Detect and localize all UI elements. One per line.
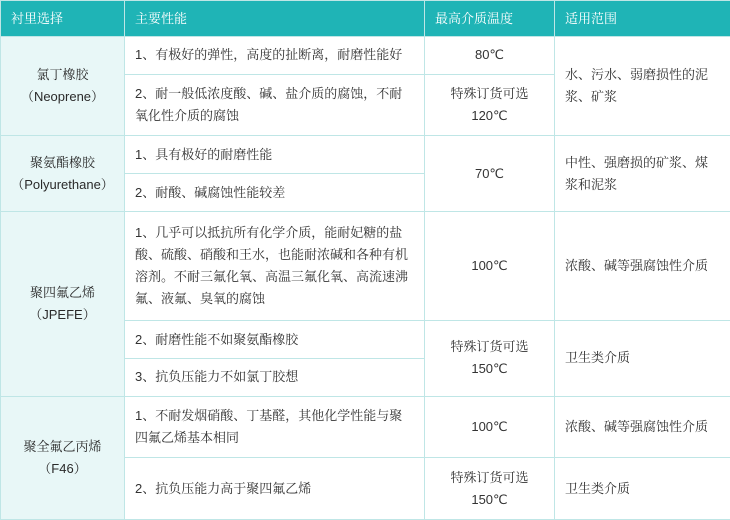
performance-cell: 1、几乎可以抵抗所有化学介质，能耐妃糖的盐酸、硫酸、硝酸和王水，也能耐浓碱和各种有机溶剂。不耐三氟化氧、高温三氟化氧、高流速沸氟、液氟、臭氧的腐蚀 [125,212,425,321]
temperature-cell [425,212,555,321]
temperature-note: 特殊订货可选 [450,339,529,355]
lining-name-en: （Polyurethane） [11,176,114,192]
temperature-cell [425,396,555,458]
scope-cell: 中性、强磨损的矿浆、煤浆和泥浆 [555,136,730,212]
column-header-performance: 主要性能 [125,1,425,37]
table-header [1,1,730,37]
lining-name: 聚四氟乙烯 [29,284,95,300]
lining-cell-ptfe [1,212,125,397]
temperature-value: 120℃ [471,108,508,124]
performance-cell: 2、耐酸、碱腐蚀性能较差 [125,174,425,212]
performance-cell: 2、抗负压能力高于聚四氟乙烯 [125,458,425,520]
column-header-max-temperature: 最高介质温度 [425,1,555,37]
temperature-cell [425,136,555,212]
scope-cell: 浓酸、碱等强腐蚀性介质 [555,396,730,458]
temperature-value: 70℃ [474,165,505,181]
performance-cell: 1、有极好的弹性，高度的扯断离，耐磨性能好 [125,37,425,75]
lining-cell-fep [1,396,125,519]
lining-name: 聚全氟乙丙烯 [23,438,102,454]
temperature-cell [425,321,555,397]
lining-cell-neoprene [1,37,125,136]
lining-name: 聚氨酯橡胶 [29,154,95,170]
performance-cell: 2、耐磨性能不如聚氨酯橡胶 [125,321,425,359]
table-row [1,37,730,75]
scope-cell: 浓酸、碱等强腐蚀性介质 [555,212,730,321]
temperature-cell [425,458,555,520]
scope-cell: 卫生类介质 [555,321,730,397]
performance-cell: 1、具有极好的耐磨性能 [125,136,425,174]
lining-name-en: （Neoprene） [20,89,105,105]
temperature-note: 特殊订货可选 [450,86,529,102]
scope-cell: 水、污水、弱磨损性的泥浆、矿浆 [555,37,730,136]
temperature-value: 80℃ [474,47,505,63]
performance-cell: 1、不耐发烟硝酸、丁基醛，其他化学性能与聚四氟乙烯基本相同 [125,396,425,458]
table-header-row [1,1,730,37]
lining-name-en: （JPEFE） [29,306,96,322]
scope-cell: 卫生类介质 [555,458,730,520]
temperature-value: 150℃ [471,491,508,507]
table-body [1,37,730,520]
table-row [1,136,730,174]
lining-cell-polyurethane [1,136,125,212]
performance-cell: 3、抗负压能力不如氯丁胶想 [125,358,425,396]
column-header-application-scope: 适用范围 [555,1,730,37]
temperature-value: 100℃ [471,419,508,435]
temperature-note: 特殊订货可选 [450,469,529,485]
lining-name-en: （F46） [38,460,87,476]
performance-cell: 2、耐一般低浓度酸、碱、盐介质的腐蚀，不耐氧化性介质的腐蚀 [125,74,425,136]
temperature-value: 150℃ [471,361,508,377]
temperature-value: 100℃ [471,258,508,274]
lining-name: 氯丁橡胶 [36,67,89,83]
temperature-cell [425,74,555,136]
table-row [1,396,730,458]
temperature-cell [425,37,555,75]
column-header-lining: 衬里选择 [1,1,125,37]
table-row [1,212,730,321]
